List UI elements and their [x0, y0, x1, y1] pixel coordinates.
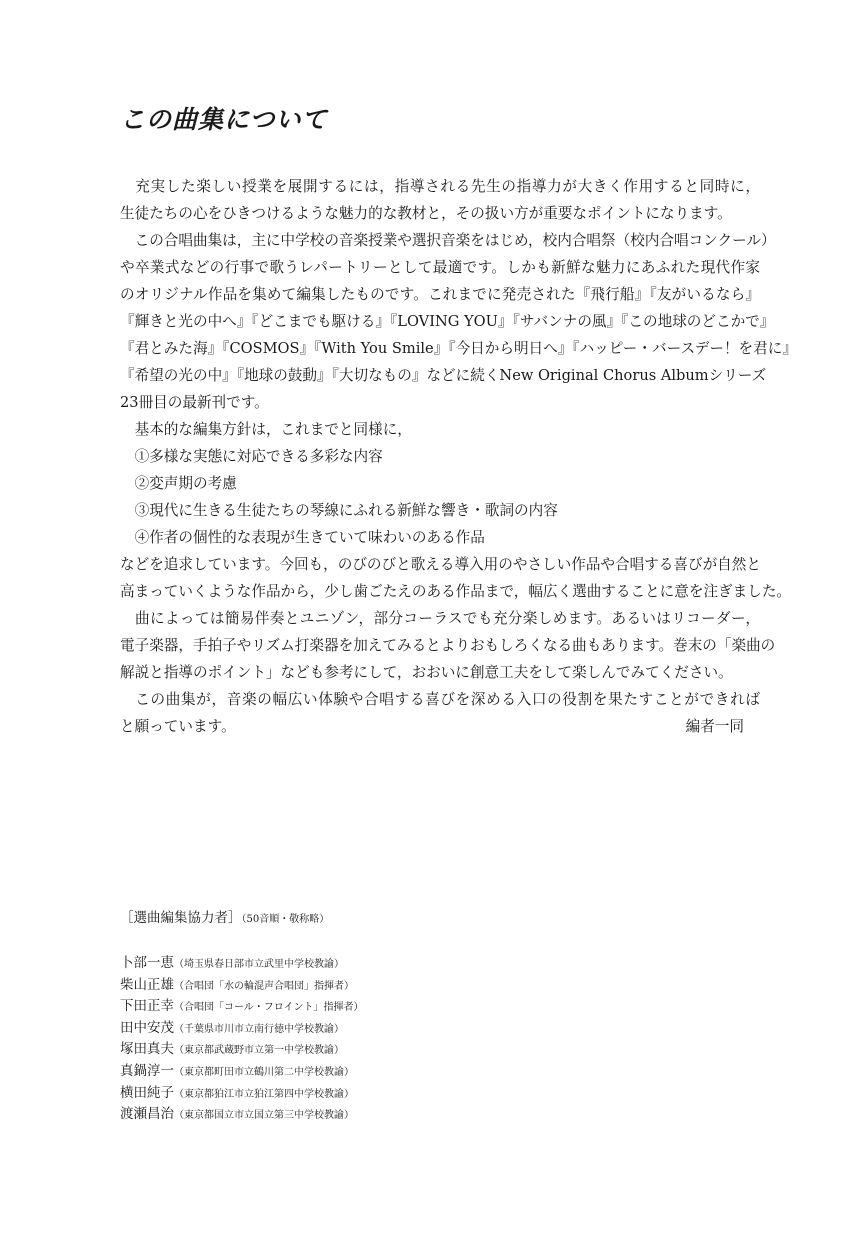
collaborator-name: 下田正幸: [120, 998, 174, 1015]
page-title: この曲集について: [120, 105, 328, 134]
collaborators-section: [120, 906, 520, 1124]
body-line: などを追求しています。今回も，のびのびと歌える導入用のやさしい作品や合唱する喜びが自然と: [120, 556, 761, 573]
collaborator-affiliation: （埼玉県春日部市立武里中学校教諭）: [174, 959, 344, 970]
body-line: 『君とみた海』『COSMOS』『With You Smile』『今日から明日へ』『ハッピー・バースデー！を君に』: [120, 340, 797, 357]
collaborator-item: [120, 1037, 520, 1059]
intro-body-text: [120, 173, 797, 740]
body-line: 基本的な編集方針は，これまでと同様に，: [120, 421, 412, 438]
body-line: この曲集が，音楽の幅広い体験や合唱する喜びを深める入口の役割を果たすことができれば: [120, 691, 760, 708]
closing-text: と願っています。: [120, 718, 236, 735]
collaborator-affiliation: （東京都町田市立鶴川第二中学校教諭）: [174, 1066, 354, 1078]
body-line: 充実した楽しい授業を展開するには，指導される先生の指導力が大きく作用すると同時に，: [120, 178, 760, 195]
collaborator-item: [120, 951, 520, 973]
body-line: 『輝きと光の中へ』『どこまでも駆ける』『LOVING YOU』『サバンナの風』『この地球のどこかで』: [120, 313, 775, 330]
body-line: 23冊目の最新刊です。: [120, 394, 269, 411]
body-line: のオリジナル作品を集めて編集したものです。これまでに発売された『飛行船』『友がいるなら』: [120, 286, 760, 303]
collaborator-name: 横田純子: [120, 1084, 174, 1101]
collaborator-name: 塚田真夫: [120, 1041, 174, 1058]
body-line: 解説と指導のポイント」なども参考にして，おおいに創意工夫をして楽しんでみてください。: [120, 664, 733, 681]
closing-line: [120, 713, 760, 740]
collaborator-item: [120, 994, 520, 1016]
collaborator-affiliation: （東京都狛江市立狛江第四中学校教諭）: [174, 1088, 354, 1100]
collaborator-name: 渡瀬昌治: [120, 1106, 174, 1123]
body-line: 電子楽器，手拍子やリズム打楽器を加えてみるとよりおもしろくなる曲もあります。巻末の「楽曲の: [120, 637, 776, 654]
collaborator-item: [120, 1059, 520, 1081]
collaborators-heading: [120, 906, 520, 930]
body-line: 『希望の光の中』『地球の鼓動』『大切なもの』などに続くNew Original Chorus Albumシリーズ: [120, 367, 767, 384]
collaborator-item: [120, 1102, 520, 1124]
body-line: 曲によっては簡易伴奏とユニゾン，部分コーラスでも充分楽しめます。あるいはリコーダー，: [120, 610, 760, 627]
body-line: 生徒たちの心をひきつけるような魅力的な教材と，その扱い方が重要なポイントになります。: [120, 205, 732, 222]
policy-item: ②変声期の考慮: [120, 475, 237, 492]
collaborator-affiliation: （東京都武蔵野市立第一中学校教諭）: [174, 1045, 344, 1057]
body-line: この合唱曲集は，主に中学校の音楽授業や選択音楽をはじめ，校内合唱祭（校内合唱コンクール）: [120, 232, 776, 249]
collaborator-item: [120, 1081, 520, 1103]
policy-item: ①多様な実態に対応できる多彩な内容: [120, 448, 383, 465]
collaborators-heading-note: （50音順・敬称略）: [241, 914, 330, 925]
collaborator-item: [120, 973, 520, 995]
collaborators-list: [120, 951, 520, 1124]
collaborator-affiliation: （千葉県市川市立南行徳中学校教諭）: [174, 1023, 344, 1035]
signature: 編者一同: [685, 718, 744, 735]
policy-item: ③現代に生きる生徒たちの琴線にふれる新鮮な響き・歌詞の内容: [120, 502, 558, 519]
collaborator-name: 真鍋淳一: [120, 1062, 174, 1079]
collaborator-name: 卜部一恵: [120, 955, 174, 971]
collaborator-item: [120, 1016, 520, 1038]
collaborator-affiliation: （合唱団「コール・フロイント」指揮者）: [174, 1002, 364, 1014]
collaborators-heading-label: ［選曲編集協力者］: [120, 910, 242, 926]
collaborator-affiliation: （合唱団「水の輪混声合唱団」指揮者）: [174, 980, 354, 992]
body-line: 高まっていくような作品から，少し歯ごたえのある作品まで，幅広く選曲することに意を注ぎました。: [120, 583, 792, 600]
collaborator-affiliation: （東京都国立市立国立第三中学校教諭）: [174, 1110, 354, 1122]
body-line: や卒業式などの行事で歌うレパートリーとして最適です。しかも新鮮な魅力にあふれた現代作家: [120, 259, 760, 276]
collaborator-name: 田中安茂: [120, 1019, 174, 1036]
policy-item: ④作者の個性的な表現が生きていて味わいのある作品: [120, 529, 485, 546]
collaborator-name: 柴山正雄: [120, 976, 174, 993]
